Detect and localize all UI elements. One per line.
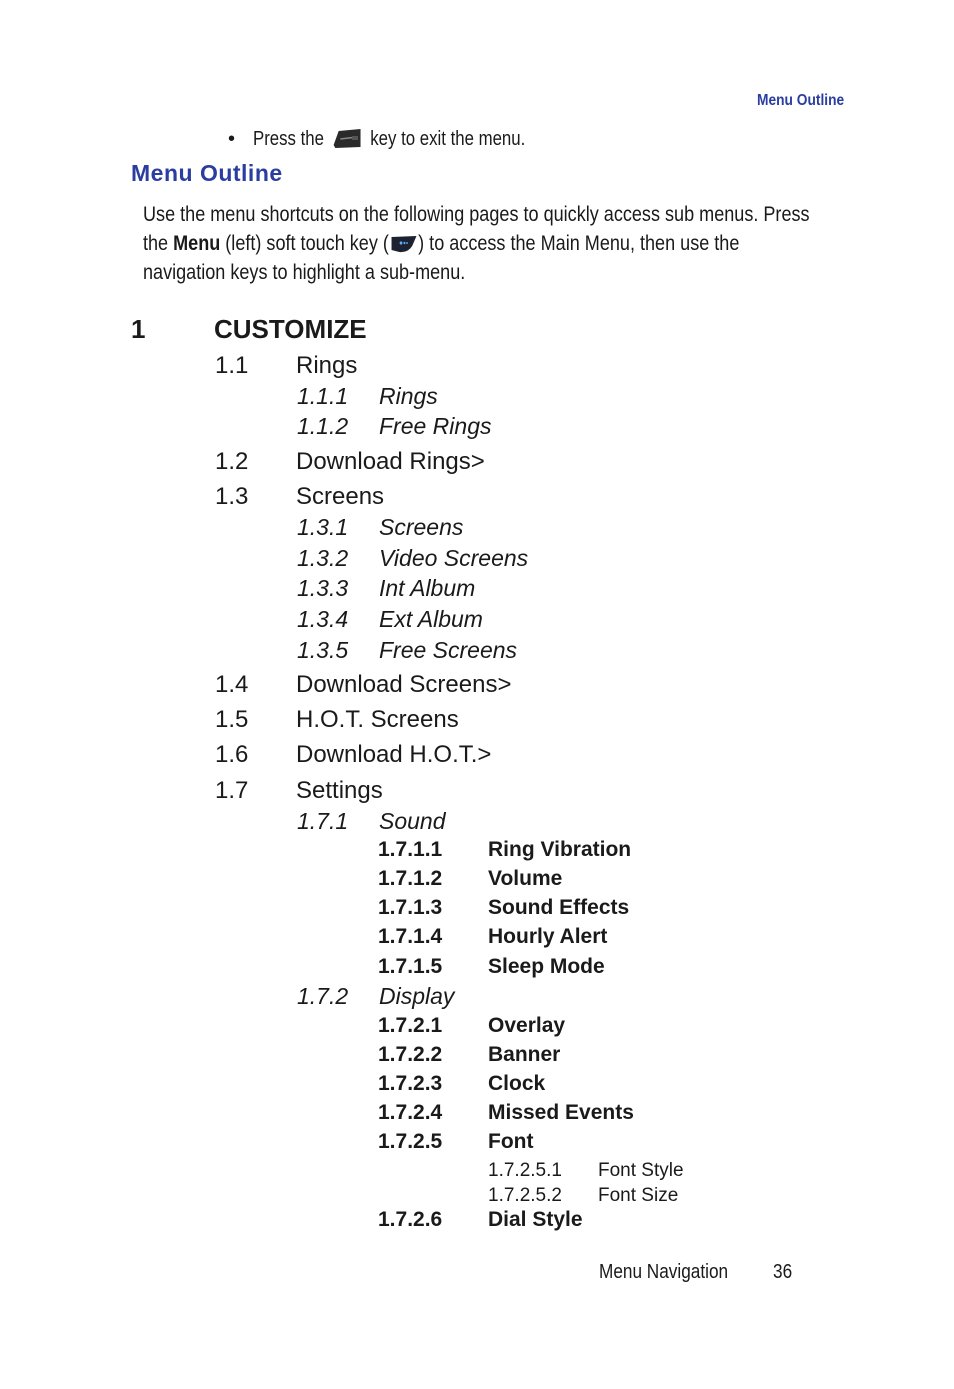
outline-number: 1.3.5: [297, 637, 349, 663]
outline-number: 1.3: [215, 483, 249, 510]
outline-label: Sound Effects: [488, 896, 630, 919]
outline-label: Screens: [296, 483, 385, 510]
outline-number: 1.7: [215, 777, 249, 804]
menu-soft-key-icon: [389, 233, 418, 253]
outline-number: 1.7.2.5.2: [488, 1185, 562, 1206]
outline-label: Hourly Alert: [488, 925, 608, 948]
outline-label: Download H.O.T.>: [296, 741, 492, 768]
outline-label: Display: [379, 983, 455, 1009]
outline-label: Video Screens: [379, 545, 529, 571]
outline-label: Banner: [488, 1043, 561, 1066]
outline-label: Overlay: [488, 1014, 566, 1037]
outline-label: Clock: [488, 1072, 546, 1095]
outline-label: Download Rings>: [296, 448, 485, 475]
intro-line-1: Use the menu shortcuts on the following pages to quickly access sub menus. Press: [143, 203, 810, 226]
outline-number: 1: [131, 314, 146, 344]
outline-label: Int Album: [379, 575, 476, 601]
outline-label: Font: [488, 1130, 534, 1153]
outline-number: 1.7.2.4: [378, 1101, 443, 1124]
intro-line-3: navigation keys to highlight a sub-menu.: [143, 261, 466, 284]
outline-number: 1.4: [215, 671, 249, 698]
outline-label: H.O.T. Screens: [296, 706, 459, 733]
end-key-icon: [332, 127, 362, 149]
running-header: Menu Outline: [757, 92, 845, 109]
outline-label: Rings: [379, 383, 438, 409]
outline-number: 1.7.2: [297, 983, 349, 1009]
outline-label: Ring Vibration: [488, 838, 632, 861]
exit-instruction-after: key to exit the menu.: [370, 128, 526, 150]
outline-label: Sound: [379, 808, 446, 834]
outline-number: 1.7.2.5.1: [488, 1160, 562, 1181]
menu-label: Menu: [173, 232, 221, 255]
outline-number: 1.7.1.2: [378, 867, 443, 890]
outline-label: Screens: [379, 514, 464, 540]
page-number: 36: [773, 1261, 793, 1283]
intro-line-2: the Menu (left) soft touch key ( ) to access the Main Menu, then use the: [143, 232, 740, 255]
outline-label: CUSTOMIZE: [214, 314, 367, 344]
outline-label: Free Rings: [379, 413, 492, 439]
outline-number: 1.7.2.3: [378, 1072, 443, 1095]
outline-label: Free Screens: [379, 637, 518, 663]
outline-number: 1.7.1.5: [378, 955, 443, 978]
outline-number: 1.1.2: [297, 413, 349, 439]
outline-label: Font Style: [598, 1160, 684, 1181]
outline-number: 1.2: [215, 448, 249, 475]
outline-label: Dial Style: [488, 1208, 583, 1231]
outline-label: Volume: [488, 867, 563, 890]
outline-number: 1.3.3: [297, 575, 349, 601]
outline-number: 1.3.1: [297, 514, 349, 540]
footer-section: Menu Navigation: [599, 1261, 729, 1283]
outline-label: Rings: [296, 352, 358, 379]
outline-number: 1.3.2: [297, 545, 349, 571]
outline-number: 1.7.1.1: [378, 838, 443, 861]
outline-label: Font Size: [598, 1185, 679, 1206]
exit-instruction: [228, 127, 577, 151]
outline-number: 1.7.2.2: [378, 1043, 443, 1066]
bullet-dot: •: [228, 128, 236, 150]
outline-label: Sleep Mode: [488, 955, 605, 978]
outline-label: Ext Album: [379, 606, 483, 632]
intro-paragraph: [143, 200, 810, 287]
outline-number: 1.3.4: [297, 606, 349, 632]
outline-number: 1.7.2.6: [378, 1208, 443, 1231]
outline-number: 1.7.2.1: [378, 1014, 443, 1037]
outline-number: 1.7.1.4: [378, 925, 443, 948]
outline-number: 1.7.2.5: [378, 1130, 443, 1153]
outline-label: Missed Events: [488, 1101, 634, 1124]
outline-number: 1.1: [215, 352, 249, 379]
outline-number: 1.1.1: [297, 383, 349, 409]
section-title: Menu Outline: [131, 160, 283, 186]
outline-number: 1.6: [215, 741, 249, 768]
outline-label: Download Screens>: [296, 671, 512, 698]
outline-number: 1.5: [215, 706, 249, 733]
exit-instruction-before: Press the: [253, 128, 324, 150]
outline-label: Settings: [296, 777, 383, 804]
outline-number: 1.7.1.3: [378, 896, 443, 919]
outline-number: 1.7.1: [297, 808, 349, 834]
